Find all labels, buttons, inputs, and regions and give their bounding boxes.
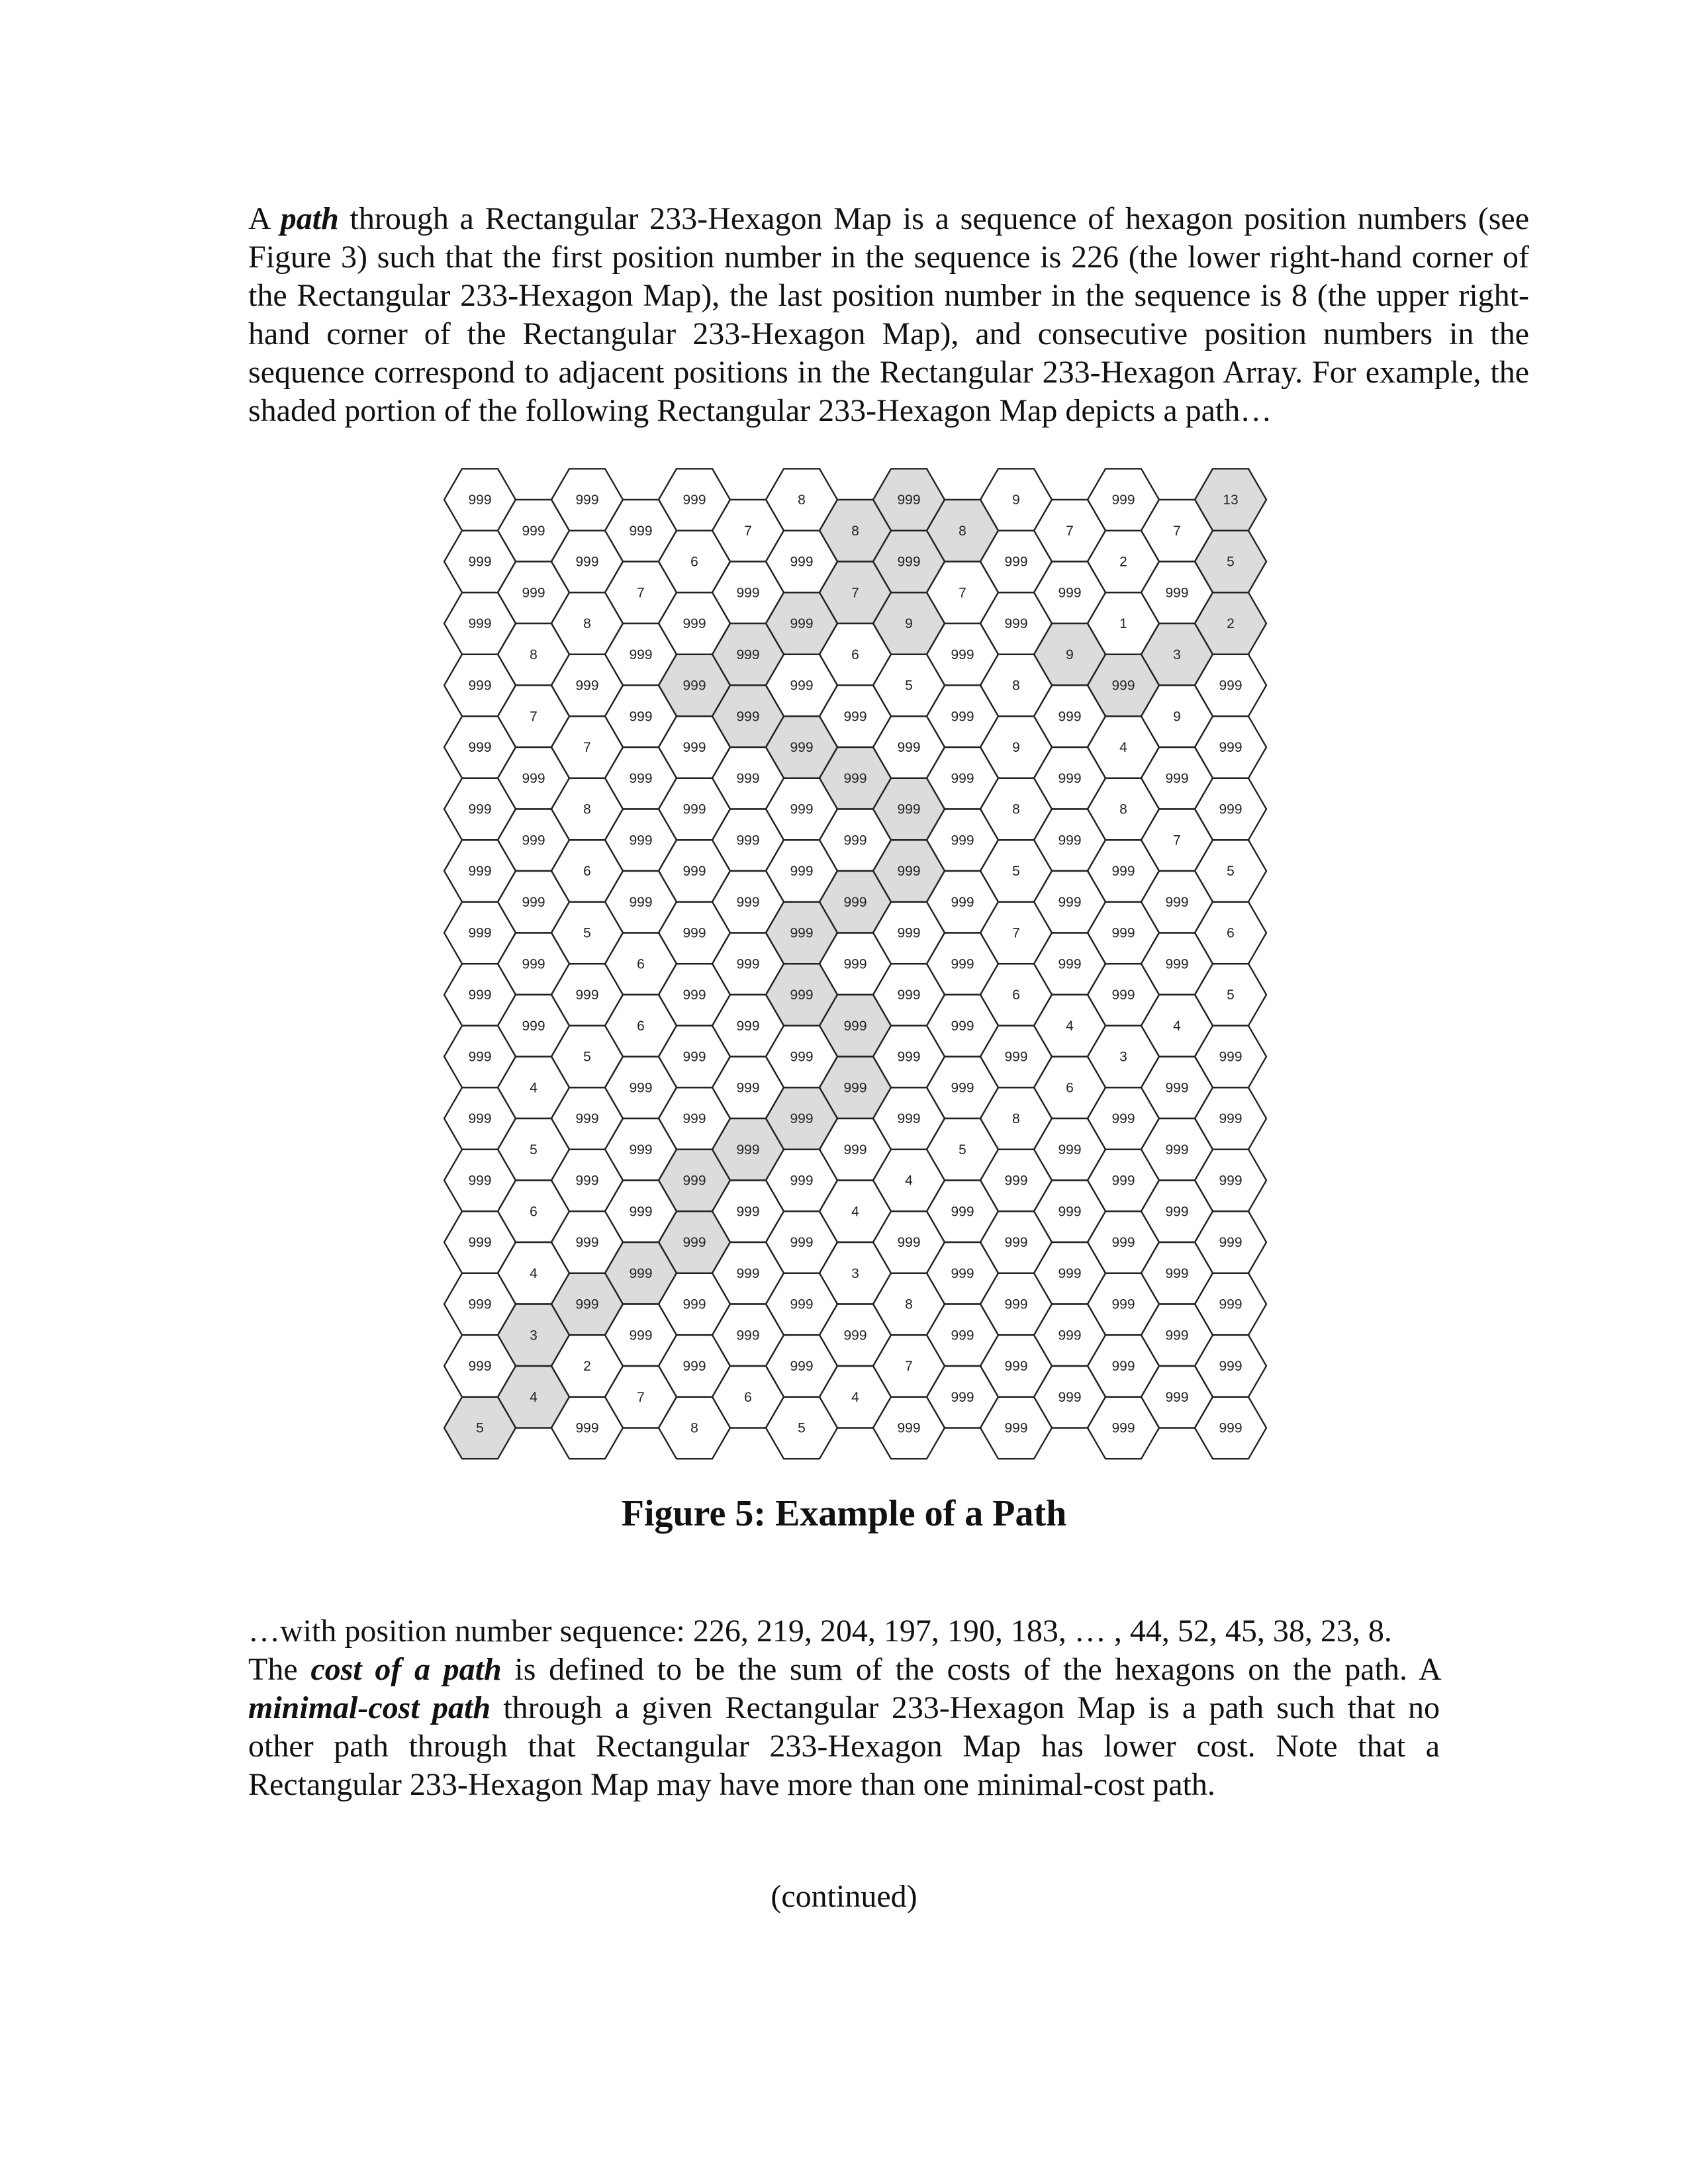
figure-caption: Figure 5: Example of a Path xyxy=(621,1493,1067,1534)
hexagon-cost: 999 xyxy=(897,1049,921,1065)
hexagon-cost: 999 xyxy=(736,585,760,601)
hexagon-cost: 999 xyxy=(1219,1359,1243,1374)
hexagon-cost: 7 xyxy=(637,1389,645,1405)
hexagon-cost: 999 xyxy=(1004,1297,1028,1312)
hexagon-cost: 5 xyxy=(1227,554,1235,570)
hexagon-cost: 999 xyxy=(522,894,545,910)
hexagon-cost: 999 xyxy=(1165,585,1189,601)
hexagon-cost: 999 xyxy=(951,956,974,972)
hexagon-cost: 6 xyxy=(637,956,645,972)
hexagon-cost: 5 xyxy=(476,1420,484,1436)
hexagon-cost: 999 xyxy=(468,492,492,508)
hexagon-cost: 999 xyxy=(951,1018,974,1034)
hexagon-cost: 999 xyxy=(1058,585,1082,601)
hexagon-cost: 4 xyxy=(530,1389,538,1405)
hexagon-cost: 999 xyxy=(682,616,706,631)
hexagon-cost: 999 xyxy=(951,647,974,662)
hexagon-cost: 999 xyxy=(468,987,492,1003)
hexagon-cost: 999 xyxy=(951,1328,974,1343)
hexagon-cost: 999 xyxy=(1111,1235,1135,1250)
hexagon-cost: 999 xyxy=(790,1173,814,1189)
hexagon-cost: 999 xyxy=(736,1265,760,1281)
hexagon-cost: 999 xyxy=(790,925,814,941)
hexagon-cost: 999 xyxy=(951,833,974,848)
hexagon-cost: 999 xyxy=(736,647,760,662)
hexagon-cost: 9 xyxy=(905,616,913,631)
hexagon-cost: 999 xyxy=(575,554,599,570)
hexagon-cost: 7 xyxy=(530,709,538,725)
term-cost-of-path: cost of a path xyxy=(310,1652,502,1687)
hexagon-cost: 999 xyxy=(468,740,492,755)
hexagon-cost: 999 xyxy=(1219,1111,1243,1126)
hexagon-cost: 7 xyxy=(959,585,966,601)
hexagon-cost: 2 xyxy=(1227,616,1235,631)
hexagon-cost: 7 xyxy=(905,1359,913,1374)
hexagon-cost: 999 xyxy=(897,864,921,879)
hexagon-cost: 4 xyxy=(1119,740,1127,755)
hexagon-cost: 999 xyxy=(629,647,653,662)
hexagon-cost: 8 xyxy=(1119,801,1127,817)
hexagon-cost: 999 xyxy=(1219,1235,1243,1250)
hexagon-cost: 7 xyxy=(637,585,645,601)
hexagon-cost: 4 xyxy=(1066,1018,1074,1034)
hexagon-cost: 999 xyxy=(1004,1420,1028,1436)
hexagon-cost: 999 xyxy=(629,523,653,539)
hexagon-cost: 999 xyxy=(897,801,921,817)
hexagon-cost: 999 xyxy=(468,925,492,941)
hexagon-cost: 999 xyxy=(1165,1080,1189,1096)
hexagon-cost: 999 xyxy=(522,833,545,848)
hexagon-cost: 8 xyxy=(1012,678,1020,694)
hexagon-cost: 4 xyxy=(1173,1018,1181,1034)
hexagon-cost: 999 xyxy=(1058,1328,1082,1343)
hexagon-cost: 999 xyxy=(1165,1204,1189,1220)
hexagon-cost: 4 xyxy=(530,1265,538,1281)
hexagon-cost: 999 xyxy=(1058,709,1082,725)
hexagon-cost: 999 xyxy=(790,987,814,1003)
minimal-post: through a given Rectangular 233-Hexagon Map is a path such that no other path through that Rectangular 233-Hexagon Map has lower cost. Note that a Rectangular 233-Hexagon Map may have more than one minimal-cost path. xyxy=(248,1690,1440,1802)
hexagon-cost: 6 xyxy=(530,1204,538,1220)
hexagon-cost: 4 xyxy=(530,1080,538,1096)
hexagon-cost: 6 xyxy=(1066,1080,1074,1096)
hexagon-cost: 999 xyxy=(629,1328,653,1343)
hexagon-cost: 999 xyxy=(575,492,599,508)
hexagon-cost: 999 xyxy=(682,678,706,694)
hexagon-cost: 999 xyxy=(522,770,545,786)
hexagon-cost: 6 xyxy=(1012,987,1020,1003)
hexagon-cost: 9 xyxy=(1066,647,1074,662)
hexagon-cost: 999 xyxy=(629,1142,653,1158)
hexagon-cost: 5 xyxy=(583,1049,591,1065)
hexagon-cost: 999 xyxy=(468,1359,492,1374)
follow-paragraph xyxy=(248,1612,1440,1804)
hexagon-cost: 999 xyxy=(1165,1265,1189,1281)
hexagon-cost: 999 xyxy=(682,1049,706,1065)
hexagon-cost: 999 xyxy=(629,894,653,910)
hexagon-cost: 999 xyxy=(951,1265,974,1281)
hexagon-cost: 5 xyxy=(1012,864,1020,879)
hexagon-cost: 999 xyxy=(1111,1420,1135,1436)
hexagon-cost: 999 xyxy=(790,801,814,817)
hexagon-cost: 999 xyxy=(1058,1389,1082,1405)
hexagon-cost: 999 xyxy=(1219,1420,1243,1436)
hexagon-cost: 9 xyxy=(1012,492,1020,508)
hexagon-cost: 999 xyxy=(1004,1049,1028,1065)
hexagon-cost: 999 xyxy=(682,1111,706,1126)
hexagon-cost: 999 xyxy=(1111,987,1135,1003)
hexagon-cost: 6 xyxy=(690,554,698,570)
hexagon-cost: 999 xyxy=(1004,554,1028,570)
hexagon-cost: 3 xyxy=(530,1328,538,1343)
hexagon-cost: 999 xyxy=(1111,1111,1135,1126)
hexagon-cost: 999 xyxy=(1004,1359,1028,1374)
hexagon-cost: 999 xyxy=(736,833,760,848)
hexagon-cost: 999 xyxy=(468,554,492,570)
hexagon-cost: 999 xyxy=(1165,770,1189,786)
hexagon-cost: 999 xyxy=(468,1235,492,1250)
hexagon-cost: 999 xyxy=(897,740,921,755)
hexagon-cost: 999 xyxy=(682,492,706,508)
hexagon-cost: 8 xyxy=(851,523,859,539)
hexagon-cost: 999 xyxy=(736,770,760,786)
hexagon-cost: 999 xyxy=(843,833,867,848)
hexagon-cost: 999 xyxy=(790,678,814,694)
hexagon-cost: 999 xyxy=(790,864,814,879)
hexagon-cost: 999 xyxy=(1058,770,1082,786)
hexagon-cost: 999 xyxy=(790,1049,814,1065)
hexagon-cost: 999 xyxy=(468,1111,492,1126)
hexagon-cost: 999 xyxy=(843,1328,867,1343)
hexagon-cost: 7 xyxy=(744,523,752,539)
hexagon-cost: 999 xyxy=(897,554,921,570)
hexagon-cost: 999 xyxy=(1111,1173,1135,1189)
hexagon-cost: 999 xyxy=(1058,894,1082,910)
hexagon-cost: 9 xyxy=(1012,740,1020,755)
hexagon-cost: 999 xyxy=(736,1328,760,1343)
hexagon-cost: 999 xyxy=(1111,1297,1135,1312)
cost-post: is defined to be the sum of the costs of the hexagons on the path. xyxy=(501,1652,1407,1687)
hexagon-cost: 8 xyxy=(798,492,806,508)
hexagon-cost: 7 xyxy=(1012,925,1020,941)
hexagon-cost: 999 xyxy=(790,740,814,755)
term-minimal-cost-path: minimal-cost path xyxy=(248,1690,491,1725)
hexagon-cost: 999 xyxy=(1219,740,1243,755)
hexagon-cost: 999 xyxy=(629,1265,653,1281)
hexagon-cost: 999 xyxy=(1219,1297,1243,1312)
hexagon-cost: 5 xyxy=(583,925,591,941)
hexagon-cost: 7 xyxy=(1066,523,1074,539)
hexagon-cost: 999 xyxy=(897,1420,921,1436)
hexagon-cost: 999 xyxy=(522,523,545,539)
hexagon-cost: 999 xyxy=(790,1359,814,1374)
hexagon-cost: 999 xyxy=(522,1018,545,1034)
hexagon-cost: 13 xyxy=(1223,492,1239,508)
hexagon-cost: 999 xyxy=(682,925,706,941)
hexagon-cost: 7 xyxy=(1173,833,1181,848)
hexagon-cost: 999 xyxy=(790,616,814,631)
hexagon-cost: 5 xyxy=(798,1420,806,1436)
hexagon-cost: 999 xyxy=(1111,678,1135,694)
hexagon-cost: 5 xyxy=(959,1142,966,1158)
hexagon-cost: 999 xyxy=(629,1080,653,1096)
hexagon-cost: 999 xyxy=(951,1389,974,1405)
hexagon-map xyxy=(444,467,1284,1482)
hexagon-cost: 999 xyxy=(1219,678,1243,694)
hexagon-cost: 7 xyxy=(583,740,591,755)
hexagon-cost: 999 xyxy=(1004,616,1028,631)
hexagon-cost: 8 xyxy=(690,1420,698,1436)
hexagon-cost: 9 xyxy=(1173,709,1181,725)
hexagon-cost: 7 xyxy=(1173,523,1181,539)
sequence-line: …with position number sequence: 226, 219, 204, 197, 190, 183, … , 44, 52, 45, 38, 23, 8. xyxy=(248,1614,1392,1649)
hexagon-cost: 8 xyxy=(905,1297,913,1312)
hexagon-cost: 4 xyxy=(851,1389,859,1405)
hexagon-cost: 999 xyxy=(1165,1142,1189,1158)
cost-pre: The xyxy=(248,1652,311,1687)
hexagon-cost: 999 xyxy=(1111,492,1135,508)
hexagon-cost: 999 xyxy=(1004,1235,1028,1250)
hexagon-cost: 999 xyxy=(1058,833,1082,848)
hexagon-cost: 999 xyxy=(736,1018,760,1034)
hexagon-cost: 999 xyxy=(843,1142,867,1158)
hexagon-cost: 999 xyxy=(897,987,921,1003)
hexagon-cost: 999 xyxy=(951,1080,974,1096)
hexagon-cost: 999 xyxy=(575,1420,599,1436)
hexagon-cost: 2 xyxy=(1119,554,1127,570)
hexagon-cost: 999 xyxy=(522,585,545,601)
hexagon-cost: 999 xyxy=(897,1111,921,1126)
hexagon-cost: 999 xyxy=(682,1235,706,1250)
hexagon-cost: 999 xyxy=(843,1080,867,1096)
hexagon-cost: 5 xyxy=(530,1142,538,1158)
hexagon-cost: 999 xyxy=(843,894,867,910)
intro-paragraph xyxy=(248,200,1529,430)
hexagon-cost: 999 xyxy=(951,709,974,725)
hexagon-cost: 999 xyxy=(682,1297,706,1312)
hexagon-cost: 999 xyxy=(1165,894,1189,910)
hexagon-cost: 999 xyxy=(468,1297,492,1312)
hexagon-cost: 8 xyxy=(530,647,538,662)
hexagon-cost: 999 xyxy=(736,709,760,725)
hexagon-cost: 999 xyxy=(790,554,814,570)
hexagon-cost: 6 xyxy=(851,647,859,662)
intro-post: through a Rectangular 233-Hexagon Map is a sequence of hexagon position numbers (see Figure 3) such that the first position number in the sequence is 226 (the lower right-hand corner of the Rectangular 233-Hexagon Map), the last position number in the sequence is 8 (the upper right-hand corner of the Rectangular 233-Hexagon Map), and consecutive position numbers in the sequence correspond to adjacent positions in the Rectangular 233-Hexagon Array. For example, the shaded portion of the following Rectangular 233-Hexagon Map depicts a path… xyxy=(248,201,1530,428)
hexagon-cost: 1 xyxy=(1119,616,1127,631)
hexagon-cost: 999 xyxy=(843,956,867,972)
hexagon-cost: 999 xyxy=(1219,1049,1243,1065)
hexagon-cost: 6 xyxy=(744,1389,752,1405)
hexagon-cost: 999 xyxy=(629,709,653,725)
hexagon-cost: 5 xyxy=(1227,864,1235,879)
hexagon-cost: 6 xyxy=(1227,925,1235,941)
hexagon-cost: 999 xyxy=(951,1204,974,1220)
hexagon-cost: 999 xyxy=(468,864,492,879)
hexagon-cost: 6 xyxy=(583,864,591,879)
hexagon-cost: 999 xyxy=(468,1049,492,1065)
hexagon-cost: 999 xyxy=(1111,1359,1135,1374)
hexagon-cost: 999 xyxy=(575,1297,599,1312)
hexagon-cost: 999 xyxy=(468,801,492,817)
continued-note: (continued) xyxy=(771,1879,917,1914)
hexagon-cost: 999 xyxy=(1111,925,1135,941)
hexagon-cost: 999 xyxy=(790,1235,814,1250)
hexagon-cost: 3 xyxy=(1173,647,1181,662)
hexagon-cost: 999 xyxy=(575,1111,599,1126)
hexagon-cost: 999 xyxy=(1004,1173,1028,1189)
hexagon-cost: 999 xyxy=(1165,1328,1189,1343)
hexagon-cost: 8 xyxy=(959,523,966,539)
hexagon-cost: 999 xyxy=(1165,956,1189,972)
hexagon-cost: 999 xyxy=(682,1359,706,1374)
hexagon-cost: 999 xyxy=(575,1173,599,1189)
hexagon-cost: 999 xyxy=(790,1297,814,1312)
hexagon-cost: 999 xyxy=(629,770,653,786)
hexagon-cost: 999 xyxy=(1058,956,1082,972)
hexagon-cost: 999 xyxy=(468,678,492,694)
hexagon-cost: 999 xyxy=(629,1204,653,1220)
hexagon-cost: 999 xyxy=(951,770,974,786)
hexagon-cost: 8 xyxy=(1012,1111,1020,1126)
hexagon-cost: 999 xyxy=(1165,1389,1189,1405)
hexagon-cost: 8 xyxy=(1012,801,1020,817)
hexagon-cost: 4 xyxy=(905,1173,913,1189)
intro-pre: A xyxy=(248,201,281,236)
hexagon-cost: 999 xyxy=(843,1018,867,1034)
hexagon-cost: 5 xyxy=(1227,987,1235,1003)
hexagon-cost: 999 xyxy=(1058,1142,1082,1158)
hexagon-cost: 2 xyxy=(583,1359,591,1374)
hexagon-cost: 999 xyxy=(843,709,867,725)
hexagon-cost: 999 xyxy=(575,678,599,694)
hexagon-cost: 8 xyxy=(583,801,591,817)
hexagon-cost: 999 xyxy=(575,987,599,1003)
hexagon-cost: 999 xyxy=(575,1235,599,1250)
hexagon-cost: 999 xyxy=(736,1080,760,1096)
hexagon-cost: 999 xyxy=(1058,1265,1082,1281)
hexagon-cost: 999 xyxy=(1219,801,1243,817)
hexagon-cost: 999 xyxy=(468,1173,492,1189)
hexagon-cost: 999 xyxy=(468,616,492,631)
hexagon-cost: 999 xyxy=(682,987,706,1003)
hexagon-cost: 999 xyxy=(736,1204,760,1220)
hexagon-cost: 999 xyxy=(736,1142,760,1158)
term-path: path xyxy=(280,201,339,236)
hexagon-cost: 999 xyxy=(682,801,706,817)
hexagon-cost: 999 xyxy=(897,492,921,508)
hexagon-cost: 999 xyxy=(736,956,760,972)
hexagon-cost: 999 xyxy=(629,833,653,848)
hexagon-cost: 8 xyxy=(583,616,591,631)
hexagon-cost: 7 xyxy=(851,585,859,601)
minimal-pre: A xyxy=(1418,1652,1440,1687)
hexagon-cost: 999 xyxy=(522,956,545,972)
hexagon-cost: 999 xyxy=(1058,1204,1082,1220)
hexagon-cost: 999 xyxy=(1111,864,1135,879)
hexagon-cost: 999 xyxy=(736,894,760,910)
hexagon-cost: 3 xyxy=(851,1265,859,1281)
hexagon-cost: 999 xyxy=(682,864,706,879)
hexagon-cost: 5 xyxy=(905,678,913,694)
hexagon-cost: 6 xyxy=(637,1018,645,1034)
hexagon-cost: 999 xyxy=(843,770,867,786)
hexagon-cost: 999 xyxy=(1219,1173,1243,1189)
hexagon-cost: 999 xyxy=(951,894,974,910)
hexagon-cost: 999 xyxy=(897,925,921,941)
hexagon-cost: 999 xyxy=(682,740,706,755)
hexagon-cost: 999 xyxy=(682,1173,706,1189)
hexagon-cost: 4 xyxy=(851,1204,859,1220)
hexagon-cost: 999 xyxy=(897,1235,921,1250)
hexagon-cost: 999 xyxy=(790,1111,814,1126)
hexagon-cost: 3 xyxy=(1119,1049,1127,1065)
